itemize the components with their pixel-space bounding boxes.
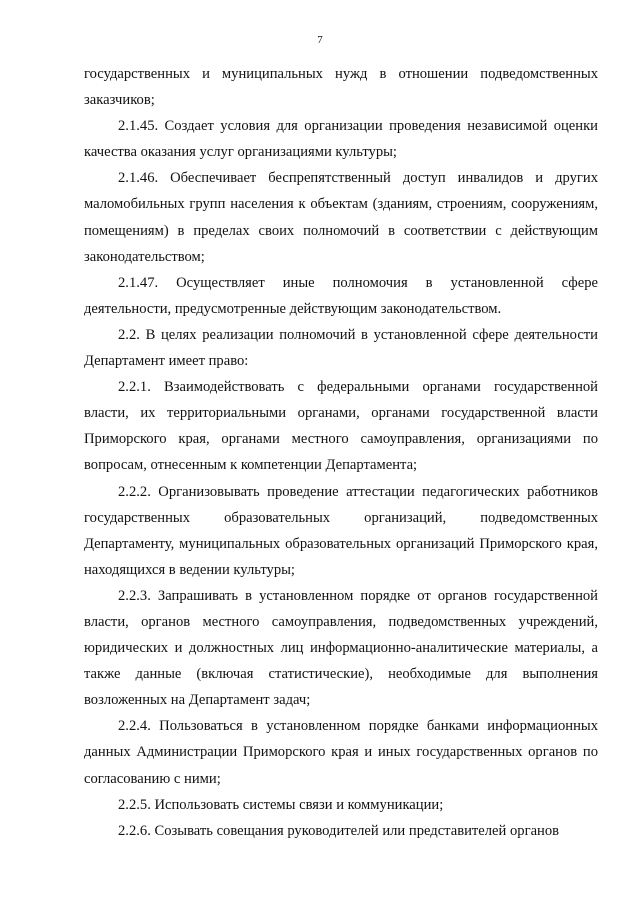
document-body bbox=[84, 61, 598, 844]
paragraph-2-2-1: 2.2.1. Взаимодействовать с федеральными органами государственной власти, их территориальными органами, органами государственной власти Приморского края, органами местного самоуправления, организациями по вопросам, отнесенным к компетенции Департамента; bbox=[84, 379, 598, 474]
paragraph-2-1-45: 2.1.45. Создает условия для организации проведения независимой оценки качества оказания услуг организациями культуры; bbox=[84, 118, 598, 161]
paragraph-2-2-2: 2.2.2. Организовывать проведение аттестации педагогических работников государственных образовательных организаций, подведомственных Департаменту, муниципальных образовательных организаций Приморского края, находящихся в ведении культуры; bbox=[84, 483, 598, 578]
paragraph-continuation: государственных и муниципальных нужд в отношении подведомственных заказчиков; bbox=[84, 66, 598, 109]
paragraph-2-2-4: 2.2.4. Пользоваться в установленном порядке банками информационных данных Администрации Приморского края и иных государственных органов по согласованию с ними; bbox=[84, 718, 598, 787]
paragraph-2-2-5: 2.2.5. Использовать системы связи и коммуникации; bbox=[118, 796, 444, 813]
paragraph-2-2-3: 2.2.3. Запрашивать в установленном порядке от органов государственной власти, органов местного самоуправления, подведомственных учреждений, юридических и должностных лиц информационно-аналитические материалы, а также данные (включая статистические), необходимые для выполнения возложенных на Департамент задач; bbox=[84, 587, 598, 709]
paragraph-2-1-46: 2.1.46. Обеспечивает беспрепятственный доступ инвалидов и других маломобильных групп населения к объектам (зданиям, строениям, сооружениям, помещениям) в пределах своих полномочий в соответствии с действующим законодательством; bbox=[84, 170, 598, 265]
paragraph-2-2: 2.2. В целях реализации полномочий в установленной сфере деятельности Департамент имеет право: bbox=[84, 326, 598, 370]
paragraph-2-2-6: 2.2.6. Созывать совещания руководителей или представителей органов bbox=[118, 822, 560, 839]
paragraph-2-1-47: 2.1.47. Осуществляет иные полномочия в установленной сфере деятельности, предусмотренные действующим законодательством. bbox=[84, 274, 598, 317]
page-number: 7 bbox=[317, 34, 323, 46]
